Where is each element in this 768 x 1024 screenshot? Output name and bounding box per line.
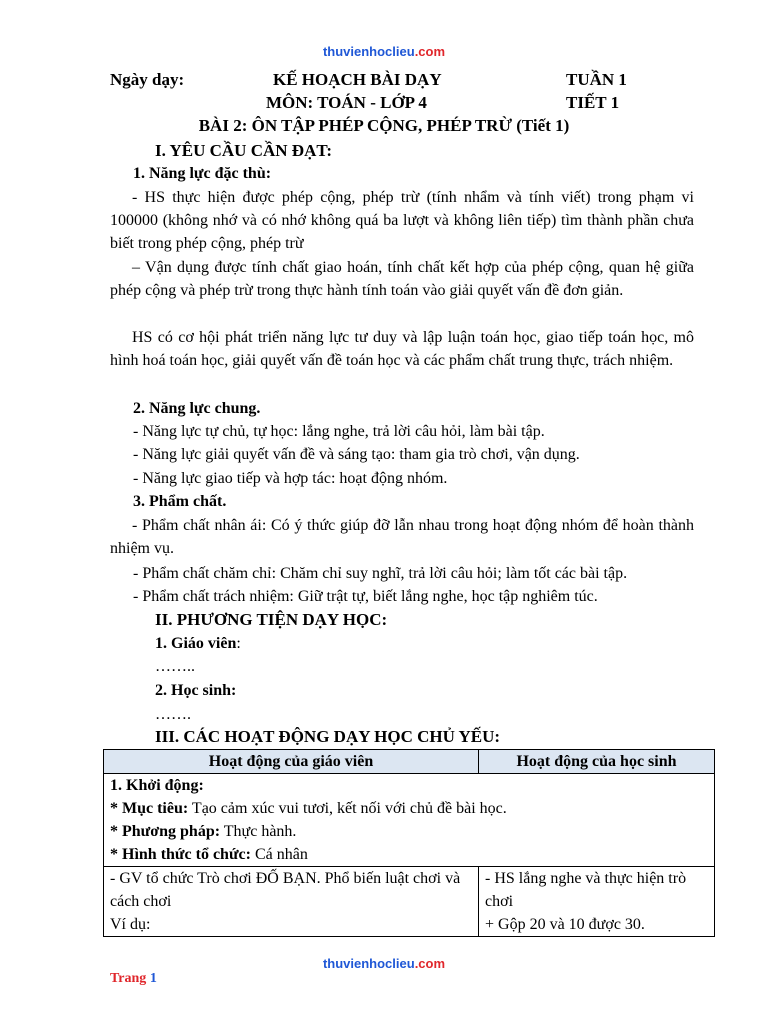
page-number [110, 971, 157, 987]
site-header [0, 44, 768, 59]
teacher-example-label: Ví dụ: [110, 916, 151, 933]
teacher-materials-label [155, 632, 241, 655]
student-materials-label: 2. Học sinh: [155, 682, 237, 699]
header-student-activity: Hoạt động của học sinh [479, 750, 715, 774]
goal-label: * Mục tiêu: [110, 800, 189, 817]
general-competence-1: - Năng lực tự chủ, tự học: lắng nghe, trả lời câu hỏi, làm bài tập. [133, 423, 545, 440]
student-activity-text: - HS lắng nghe và thực hiện trò chơi [485, 870, 687, 910]
method-line [110, 820, 708, 843]
quality-2: - Phẩm chất chăm chỉ: Chăm chỉ suy nghĩ, trả lời câu hỏi; làm tốt các bài tập. [133, 565, 628, 582]
method-label: * Phương pháp: [110, 823, 221, 840]
section-2-title: II. PHƯƠNG TIỆN DẠY HỌC: [155, 610, 388, 629]
section-1-title: I. YÊU CẦU CẦN ĐẠT: [155, 141, 333, 160]
general-competence-2: - Năng lực giải quyết vấn đề và sáng tạo: tham gia trò chơi, vận dụng. [133, 446, 580, 463]
table-row [104, 867, 715, 937]
student-materials-value: ……. [155, 706, 191, 723]
date-label: Ngày dạy: [110, 70, 185, 89]
method-text: Thực hành. [220, 823, 297, 840]
site-domain-footer: .com [414, 956, 446, 971]
goal-text: Tạo cảm xúc vui tươi, kết nối với chủ đề bài học. [188, 800, 507, 817]
table-header-row [104, 750, 715, 774]
teacher-materials-value: …….. [155, 658, 195, 675]
paragraph-competence-1: - HS thực hiện được phép cộng, phép trừ (tính nhẩm và tính viết) trong phạm vi 100000 (không nhớ và có nhớ không quá ba lượt và không liên tiếp) tìm thành phần chưa biết trong phép cộng, phép trừ [110, 189, 694, 252]
paragraph-competence-2: – Vận dụng được tính chất giao hoán, tính chất kết hợp của phép cộng, quan hệ giữa phép cộng và phép trừ trong thực hành tính toán vào giải quyết vấn đề đơn giản. [110, 259, 694, 299]
teacher-activity-text: - GV tổ chức Trò chơi ĐỐ BẠN. Phổ biến luật chơi và cách chơi [110, 870, 461, 910]
period-label: TIẾT 1 [566, 93, 620, 112]
quality-1: - Phẩm chất nhân ái: Có ý thức giúp đỡ lẫn nhau trong hoạt động nhóm để hoàn thành nhiệm vụ. [110, 517, 694, 557]
student-activity-cell [479, 867, 715, 937]
site-name-footer: thuvienhoclieu [322, 956, 415, 971]
teacher-label: 1. Giáo viên [155, 635, 237, 652]
table-row-start [104, 774, 715, 867]
form-text: Cá nhân [250, 846, 308, 863]
section-3-title: III. CÁC HOẠT ĐỘNG DẠY HỌC CHỦ YẾU: [155, 727, 501, 746]
lesson-title: BÀI 2: ÔN TẬP PHÉP CỘNG, PHÉP TRỪ (Tiết 1) [198, 116, 570, 135]
subsection-qualities: 3. Phẩm chất. [133, 493, 227, 510]
form-line [110, 843, 708, 866]
form-label: * Hình thức tổ chức: [110, 846, 251, 863]
teacher-activity-cell [104, 867, 479, 937]
plan-title: KẾ HOẠCH BÀI DẠY [273, 70, 442, 89]
student-example: + Gộp 20 và 10 được 30. [485, 916, 645, 933]
week-label: TUẦN 1 [566, 70, 627, 89]
teacher-label-colon: : [236, 635, 241, 652]
goal-line [110, 797, 708, 820]
paragraph-competence-3: HS có cơ hội phát triển năng lực tư duy và lập luận toán học, giao tiếp toán học, mô hình hoá toán học, giải quyết vấn đề toán học và các phẩm chất trung thực, trách nhiệm. [110, 329, 694, 369]
header-teacher-activity: Hoạt động của giáo viên [104, 750, 479, 774]
subject-label: MÔN: TOÁN - LỚP 4 [266, 93, 427, 112]
subsection-specific-competence: 1. Năng lực đặc thù: [133, 165, 272, 182]
quality-3: - Phẩm chất trách nhiệm: Giữ trật tự, biết lắng nghe, học tập nghiêm túc. [133, 588, 598, 605]
site-domain: .com [414, 44, 446, 59]
page-label: Trang [110, 971, 150, 986]
page-number-value: 1 [149, 971, 157, 986]
start-activity-title: 1. Khởi động: [110, 777, 204, 794]
general-competence-3: - Năng lực giao tiếp và hợp tác: hoạt động nhóm. [133, 470, 448, 487]
site-name: thuvienhoclieu [322, 44, 415, 59]
start-activity-cell [104, 774, 715, 867]
subsection-general-competence: 2. Năng lực chung. [133, 400, 261, 417]
site-footer [0, 956, 768, 971]
activities-table [103, 749, 715, 937]
